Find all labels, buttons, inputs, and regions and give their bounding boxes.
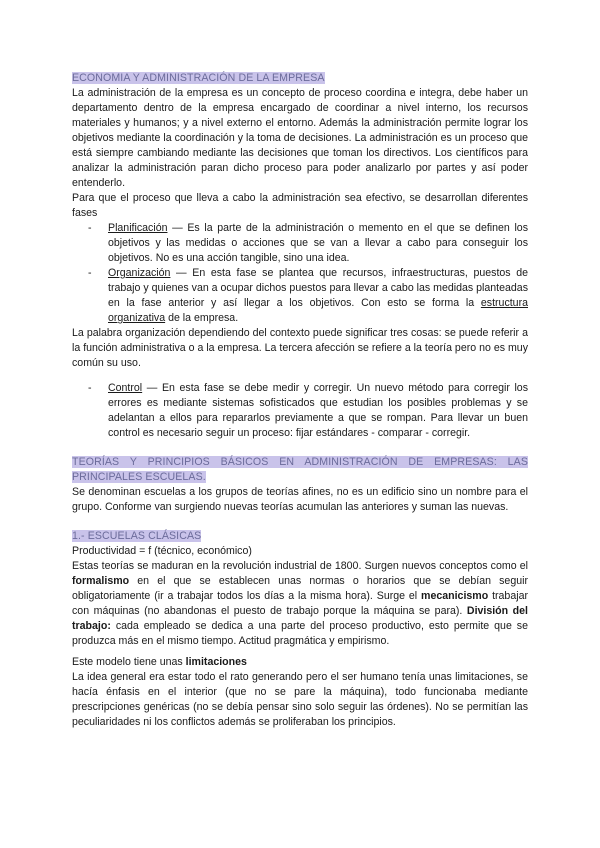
section-heading <box>72 71 528 86</box>
bold-term: limitaciones <box>185 656 247 668</box>
phase-term: Planificación <box>108 222 168 234</box>
formula: Productividad = f (técnico, económico) <box>72 545 252 557</box>
phase-text: — En esta fase se plantea que recursos, infraestructuras, puestos de trabajo y quienes van a ocupar dichos puestos para llevar a cabo las medidas planteadas en la fase anterior y así llegar a los objetivos. Con esto se forma la <box>108 267 528 309</box>
phase-list <box>72 381 528 441</box>
section-heading <box>72 455 528 485</box>
document-page <box>72 71 528 730</box>
phase-term: Organización <box>108 267 171 279</box>
phase-term: Control <box>108 382 143 394</box>
underlined-text: estructura organizativa <box>108 297 528 324</box>
section-title: 1.- ESCUELAS CLÁSICAS <box>72 530 202 542</box>
list-item <box>88 381 528 441</box>
phase-text: de la empresa. <box>165 312 239 324</box>
list-dash: - <box>88 267 92 279</box>
list-dash: - <box>88 382 92 394</box>
paragraph: La idea general era estar todo el rato generando pero el ser humano tenía unas limitaciones, se hacía énfasis en el interior (que no se pare la máquina), todo funcionaba mediante prescripciones genéricas (no se debía pensar sino solo seguir las órdenes). No se permitían las peculiaridades ni los conflictos además se proliferaban los principios. <box>72 671 528 728</box>
section-title: TEORÍAS Y PRINCIPIOS BÁSICOS EN ADMINISTRACIÓN DE EMPRESAS: LAS PRINCIPALES ESCUELAS. <box>72 456 528 483</box>
paragraph: Se denominan escuelas a los grupos de teorías afines, no es un edificio sino un nombre para el grupo. Conforme van surgiendo nuevas teorías acumulan las anteriores y suman las nuevas. <box>72 486 528 513</box>
bold-term: mecanicismo <box>421 590 489 602</box>
section-title: ECONOMIA Y ADMINISTRACIÓN DE LA EMPRESA <box>72 72 325 84</box>
list-item <box>88 266 528 326</box>
paragraph: Estas teorías se maduran en la revolución industrial de 1800. Surgen nuevos conceptos como el formalismo en el que se establecen unas normas o horarios que se debían seguir obligatoriamente (ir a trabajar todos los días a la misma hora). Surge el mecanicismo trabajar con máquinas (no abandonas el puesto de trabajo porque la máquina se para). División del trabajo: cada empleado se dedica a una parte del proceso productivo, esto permite que se produzca más en el mismo tiempo. Actitud pragmática y empirismo. <box>72 560 528 647</box>
phase-text: — Es la parte de la administración o memento en el que se definen los objetivos y las medidas o acciones que se van a llevar a cabo para conseguir los objetivos. No es una acción tangible, sino una idea. <box>108 222 528 264</box>
bold-term: División del trabajo: <box>72 605 528 632</box>
list-dash: - <box>88 222 92 234</box>
paragraph: La palabra organización dependiendo del contexto puede significar tres cosas: se puede referir a la función administrativa o a la empresa. La tercera afección se refiere a la teoría pero no es muy común su uso. <box>72 327 528 369</box>
paragraph: La administración de la empresa es un concepto de proceso coordina e integra, debe haber un departamento dentro de la empresa encargado de coordinar a nivel interno, los recursos materiales y humanos; y a nivel externo el entorno. Además la administración permite lograr los objetivos mediante la coordinación y la toma de decisiones. La administración es un proceso que está siempre cambiando mediante las decisiones que toman los directivos. Los científicos para analizar la administración paran dicho proceso para poder analizarlo por partes y así poder entenderlo. <box>72 87 528 189</box>
section-heading <box>72 529 528 544</box>
bold-term: formalismo <box>72 575 130 587</box>
paragraph: Para que el proceso que lleva a cabo la administración sea efectivo, se desarrollan diferentes fases <box>72 192 528 219</box>
paragraph: Este modelo tiene unas limitaciones <box>72 656 247 668</box>
phase-text: — En esta fase se debe medir y corregir. Un nuevo método para corregir los errores es mediante sistemas sofisticados que estudian los posibles problemas y se adelantan a ellos para repararlos previamente a que se rompan. Para llevar un buen control es necesario seguir un proceso: fijar estándares - comparar - corregir. <box>108 382 528 439</box>
list-item <box>88 221 528 266</box>
phase-list <box>72 221 528 326</box>
